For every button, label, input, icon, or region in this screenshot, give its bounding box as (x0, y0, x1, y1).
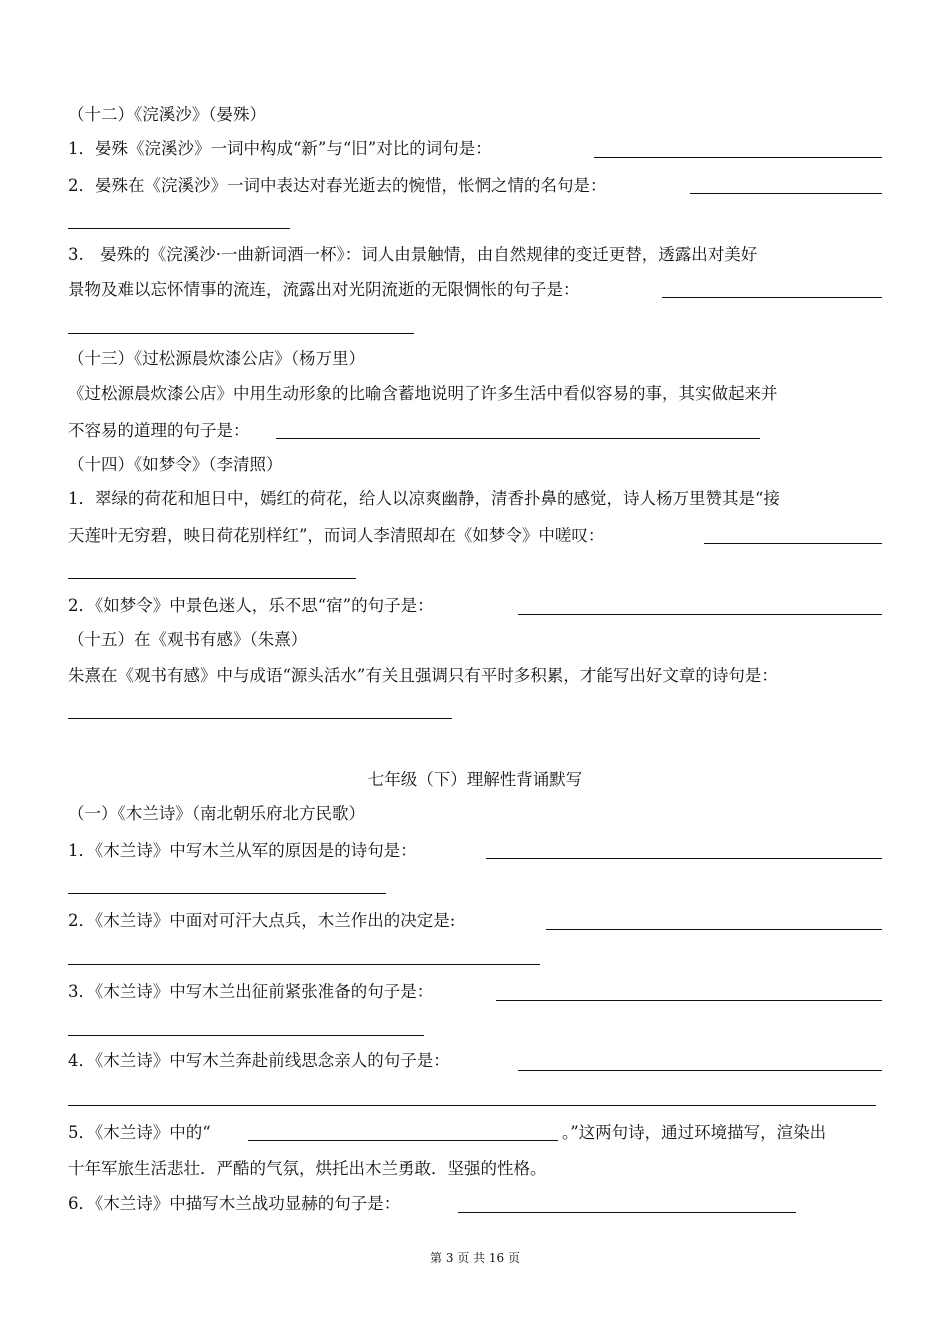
question-12-3-line2: 景物及难以忘怀情事的流连，流露出对光阴流逝的无限惆怅的句子是： (68, 280, 580, 299)
answer-line[interactable] (276, 438, 760, 439)
answer-line[interactable] (68, 964, 540, 965)
answer-line[interactable] (662, 297, 882, 298)
question-mulan-4: 4．《木兰诗》中写木兰奔赴前线思念亲人的句子是： (68, 1051, 450, 1070)
answer-line[interactable] (518, 1070, 882, 1071)
answer-line[interactable] (690, 193, 882, 194)
answer-line[interactable] (496, 1000, 882, 1001)
section-heading-13: （十三）《过松源晨炊漆公店》（杨万里） (68, 349, 365, 368)
question-12-1: 1．晏殊《浣溪沙》一词中构成“新”与“旧”对比的词句是： (68, 139, 492, 158)
question-14-1-line1: 1．翠绿的荷花和旭日中，嫣红的荷花，给人以凉爽幽静，清香扑鼻的感觉，诗人杨万里赞其是“接 (68, 489, 780, 508)
question-mulan-6: 6．《木兰诗》中描写木兰战功显赫的句子是： (68, 1194, 401, 1213)
section-heading-mulan: （一）《木兰诗》（南北朝乐府北方民歌） (68, 804, 365, 823)
answer-line[interactable] (248, 1140, 558, 1141)
question-mulan-5-line2: 十年军旅生活悲壮．严酷的气氛，烘托出木兰勇敢．坚强的性格。 (68, 1159, 547, 1178)
question-15: 朱熹在《观书有感》中与成语“源头活水”有关且强调只有平时多积累，才能写出好文章的诗句是： (68, 666, 778, 685)
answer-line[interactable] (68, 228, 290, 229)
answer-line[interactable] (518, 614, 882, 615)
question-mulan-5-suffix: 。”这两句诗，通过环境描写，渲染出 (562, 1123, 827, 1142)
answer-line[interactable] (68, 718, 452, 719)
answer-line[interactable] (68, 1035, 424, 1036)
answer-line[interactable] (594, 157, 882, 158)
question-mulan-5-prefix: 5．《木兰诗》中的“ (68, 1123, 211, 1142)
question-12-3-line1: 3. 晏殊的《浣溪沙·一曲新词酒一杯》：词人由景触情，由自然规律的变迁更替，透露出对美好 (68, 245, 758, 264)
question-mulan-1: 1．《木兰诗》中写木兰从军的原因是的诗句是： (68, 841, 417, 860)
answer-line[interactable] (546, 929, 882, 930)
section-heading-12: （十二）《浣溪沙》（晏殊） (68, 105, 266, 124)
page-number: 第 3 页 共 16 页 (430, 1251, 520, 1265)
section-heading-14: （十四）《如梦令》（李清照） (68, 455, 283, 474)
answer-line[interactable] (68, 333, 414, 334)
answer-line[interactable] (704, 543, 882, 544)
question-mulan-2: 2．《木兰诗》中面对可汗大点兵，木兰作出的决定是: (68, 911, 456, 930)
answer-line[interactable] (458, 1212, 796, 1213)
answer-line[interactable] (68, 578, 356, 579)
answer-line[interactable] (68, 1105, 876, 1106)
question-13-line1: 《过松源晨炊漆公店》中用生动形象的比喻含蓄地说明了许多生活中看似容易的事，其实做起来并 (68, 384, 778, 403)
question-12-2: 2．晏殊在《浣溪沙》一词中表达对春光逝去的惋惜，怅惘之情的名句是： (68, 176, 607, 195)
section-heading-15: （十五）在《观书有感》（朱熹） (68, 630, 308, 649)
part-title: 七年级（下）理解性背诵默写 (367, 770, 583, 789)
question-14-1-line2: 天莲叶无穷碧，映日荷花别样红”，而词人李清照却在《如梦令》中嗟叹： (68, 526, 605, 545)
answer-line[interactable] (486, 858, 882, 859)
question-13-line2: 不容易的道理的句子是： (68, 421, 250, 440)
question-mulan-3: 3．《木兰诗》中写木兰出征前紧张准备的句子是： (68, 982, 434, 1001)
question-14-2: 2．《如梦令》中景色迷人，乐不思“宿”的句子是： (68, 596, 434, 615)
answer-line[interactable] (68, 893, 386, 894)
